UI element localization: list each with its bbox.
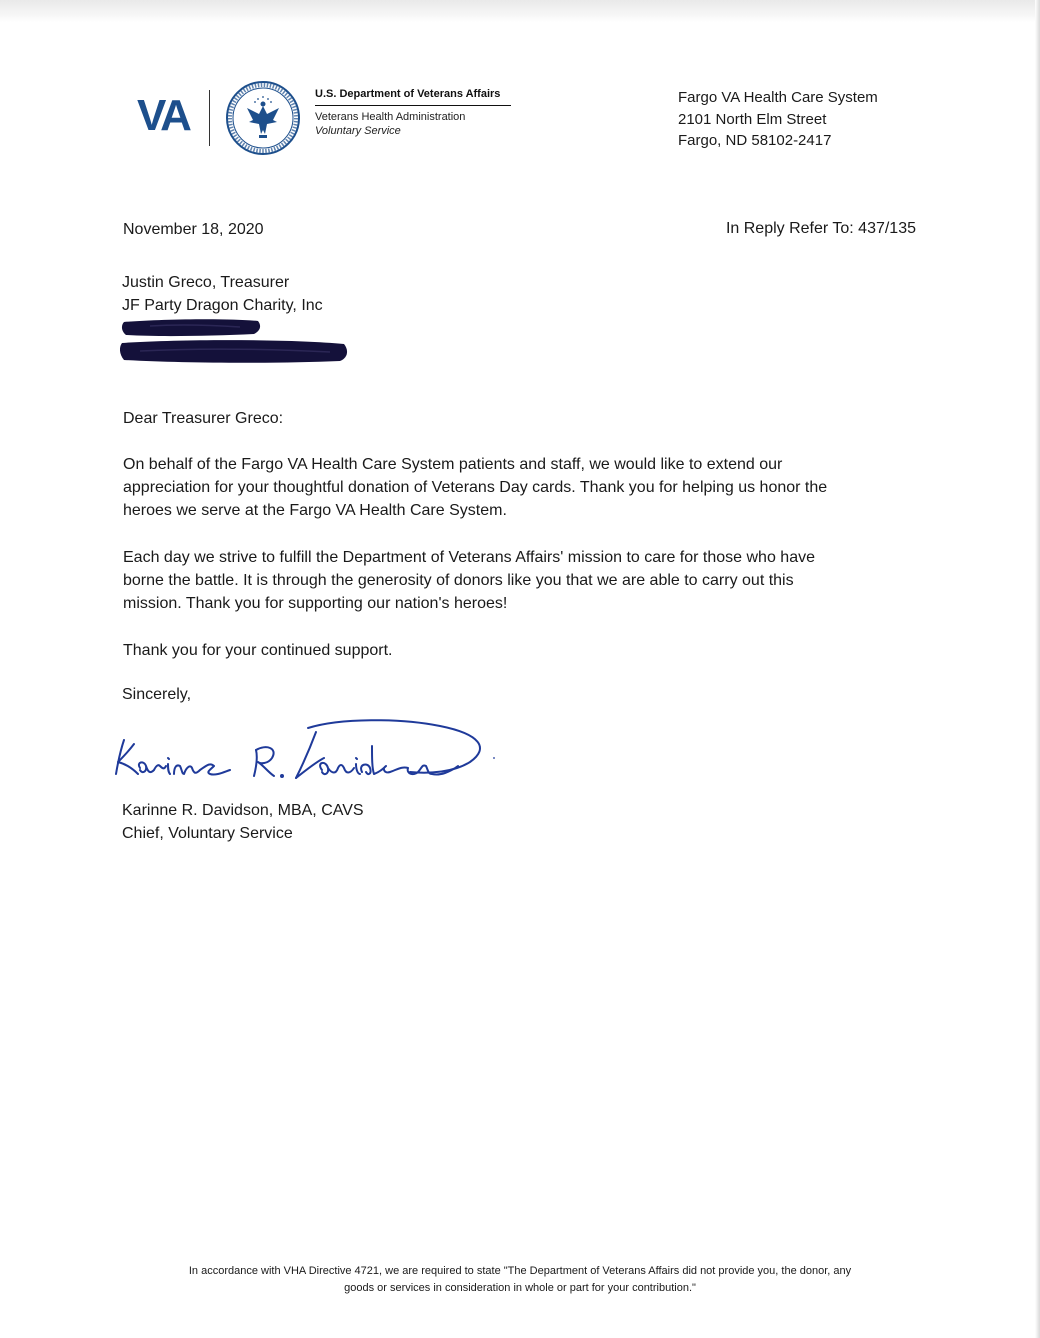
body-paragraph-2 (123, 546, 815, 615)
department-name: U.S. Department of Veterans Affairs (315, 88, 501, 100)
handwritten-signature (110, 718, 500, 790)
page-right-edge (1035, 0, 1040, 1338)
footer-line: goods or services in consideration in whole or part for your contribution." (344, 1282, 696, 1294)
paragraph-line: borne the battle. It is through the generosity of donors like you that we are able to carry out this (123, 572, 794, 589)
sender-address (678, 87, 878, 152)
closing: Sincerely, (122, 686, 192, 703)
paragraph-line: mission. Thank you for supporting our nation's heroes! (123, 595, 508, 612)
letterhead-rule (315, 105, 511, 106)
service-name: Voluntary Service (315, 125, 401, 137)
footer-disclaimer (0, 1263, 1040, 1297)
signer-title: Chief, Voluntary Service (122, 825, 293, 842)
redacted-address (120, 318, 350, 364)
salutation: Dear Treasurer Greco: (123, 410, 284, 427)
reply-reference: In Reply Refer To: 437/135 (725, 220, 916, 237)
recipient-organization: JF Party Dragon Charity, Inc (122, 297, 323, 314)
paragraph-line: On behalf of the Fargo VA Health Care System patients and staff, we would like to extend our (123, 456, 783, 473)
signer-block (122, 799, 364, 845)
viewer-top-edge (0, 0, 1040, 22)
va-logo: VA (137, 91, 189, 140)
recipient-name: Justin Greco, Treasurer (122, 274, 290, 291)
letter-date: November 18, 2020 (123, 221, 264, 238)
body-paragraph-1 (123, 453, 827, 522)
paragraph-line: Each day we strive to fulfill the Department of Veterans Affairs' mission to care for those who have (123, 549, 815, 566)
administration-name: Veterans Health Administration (315, 111, 466, 123)
footer-line: In accordance with VHA Directive 4721, we are required to state "The Department of Veterans Affairs did not provide you, the donor, any (188, 1265, 852, 1277)
signer-name: Karinne R. Davidson, MBA, CAVS (122, 802, 364, 819)
body-paragraph-3: Thank you for your continued support. (123, 642, 393, 659)
paragraph-line: appreciation for your thoughtful donation of Veterans Day cards. Thank you for helping us honor the (123, 479, 828, 496)
logo-divider (209, 90, 210, 146)
va-seal-icon (225, 80, 301, 156)
recipient-block (122, 271, 323, 317)
address-line: 2101 North Elm Street (678, 110, 827, 128)
address-line: Fargo VA Health Care System (678, 89, 878, 106)
paragraph-line: heroes we serve at the Fargo VA Health Care System. (123, 502, 507, 519)
address-line: Fargo, ND 58102-2417 (678, 132, 832, 149)
